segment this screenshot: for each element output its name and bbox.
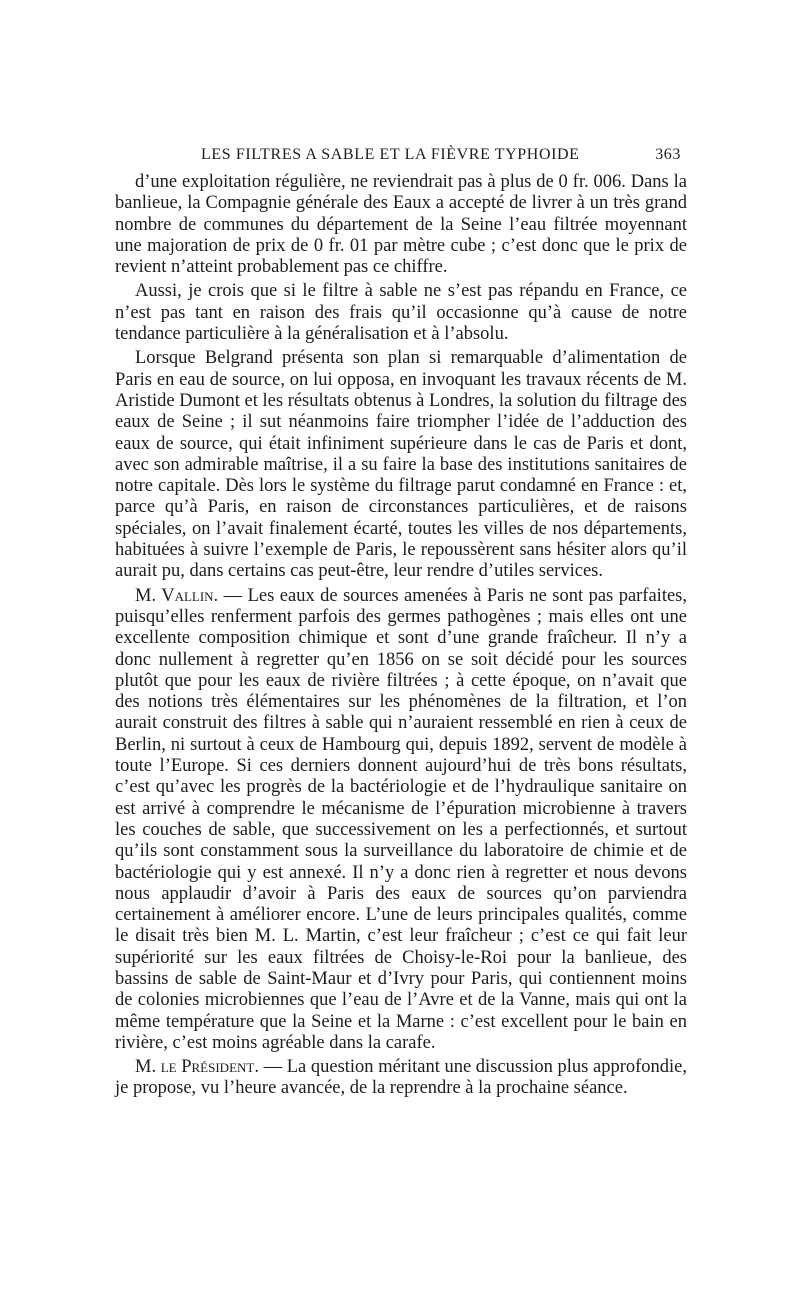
paragraph-text: Lorsque Belgrand présenta son plan si remarquable d’alimentation de Paris en eau de source, on lui opposa, en invoquant les travaux récents de M. Aristide Dumont et les résultats obtenus à Londres, la solution du filtrage des eaux de Seine ; il sut néanmoins faire triompher l’idée de l’adduction des eaux de source, qui était infiniment supérieure dans le cas de Paris et dont, avec son admirable maîtrise, il a su faire la base des institutions sanitaires de notre capitale. Dès lors le système du filtrage parut condamné en France : et, parce qu’à Paris, en raison de circonstances particulières, et de raisons spéciales, on l’avait finalement écarté, toutes les villes de nos départements, habituées à suivre l’exemple de Paris, le repoussèrent sans hésiter alors qu’il aurait pu, dans certains cas peut-être, leur rendre d’utiles services. [115, 348, 687, 582]
paragraph-filter-france [115, 281, 687, 345]
paragraph-text: Aussi, je crois que si le filtre à sable ne s’est pas répandu en France, ce n’est pas tant en raison des frais qu’il occasionne qu’à cause de notre tendance particulière à la généralisation et à l’absolu. [115, 281, 687, 345]
body-text [115, 172, 687, 1100]
paragraph-cost [115, 172, 687, 278]
paragraph-belgrand [115, 348, 687, 582]
paragraph-vallin [115, 586, 687, 1055]
running-head [115, 142, 687, 172]
paragraph-president [115, 1057, 687, 1100]
document-page [115, 142, 687, 1100]
paragraph-text: d’une exploitation régulière, ne reviendrait pas à plus de 0 fr. 006. Dans la banlieue, la Compagnie générale des Eaux a accepté de livrer à un très grand nombre de communes du département de la Seine l’eau filtrée moyennant une majoration de prix de 0 fr. 01 par mètre cube ; c’est donc que le prix de revient n’atteint probablement pas ce chiffre. [115, 172, 687, 278]
speaker-name: M. le Président. [135, 1057, 259, 1078]
page-number: 363 [655, 146, 681, 163]
speaker-name: M. Vallin. [135, 585, 219, 606]
paragraph-text: — Les eaux de sources amenées à Paris ne sont pas parfaites, puisqu’elles renferment parfois des germes pathogènes ; mais elles ont une excellente composition chimique et sont d’une grande fraîcheur. Il n’y a donc nullement à regretter qu’en 1856 on se soit décidé pour les sources plutôt que pour les eaux de rivière filtrées ; à cette époque, on n’avait que des notions très élémentaires sur les phénomènes de la filtration, et l’on aurait construit des filtres à sable qui n’auraient ressemblé en rien à ceux de Berlin, ni surtout à ceux de Hambourg qui, depuis 1892, servent de modèle à toute l’Europe. Si ces derniers donnent aujourd’hui de très bons résultats, c’est qu’avec les progrès de la bactériologie et de l’hydraulique sanitaire on est arrivé à comprendre le mécanisme de l’épuration microbienne à travers les couches de sable, que successivement on les a perfectionnés, et surtout qu’ils sont constamment sous la surveillance du laboratoire de chimie et de bactériologie qui y est annexé. Il n’y a donc rien à regretter et nous devons nous applaudir d’avoir à Paris des eaux de sources qu’on parviendra certainement à améliorer encore. L’une de leurs principales qualités, comme le disait très bien M. L. Martin, c’est leur fraîcheur ; c’est ce qui fait leur supériorité sur les eaux filtrées de Choisy-le-Roi pour la banlieue, des bassins de sable de Saint-Maur et d’Ivry pour Paris, qui contiennent moins de colonies microbiennes que l’eau de l’Avre et de la Vanne, mais qui ont la même température que la Seine et la Marne : c’est excellent pour le bain en rivière, c’est moins agréable dans la carafe. [115, 585, 687, 1053]
running-title: LES FILTRES A SABLE ET LA FIÈVRE TYPHOIDE [201, 146, 580, 163]
paragraph-text: — La question méritant une discussion plus approfondie, je propose, vu l’heure avancée, de la reprendre à la prochaine séance. [115, 1057, 687, 1099]
